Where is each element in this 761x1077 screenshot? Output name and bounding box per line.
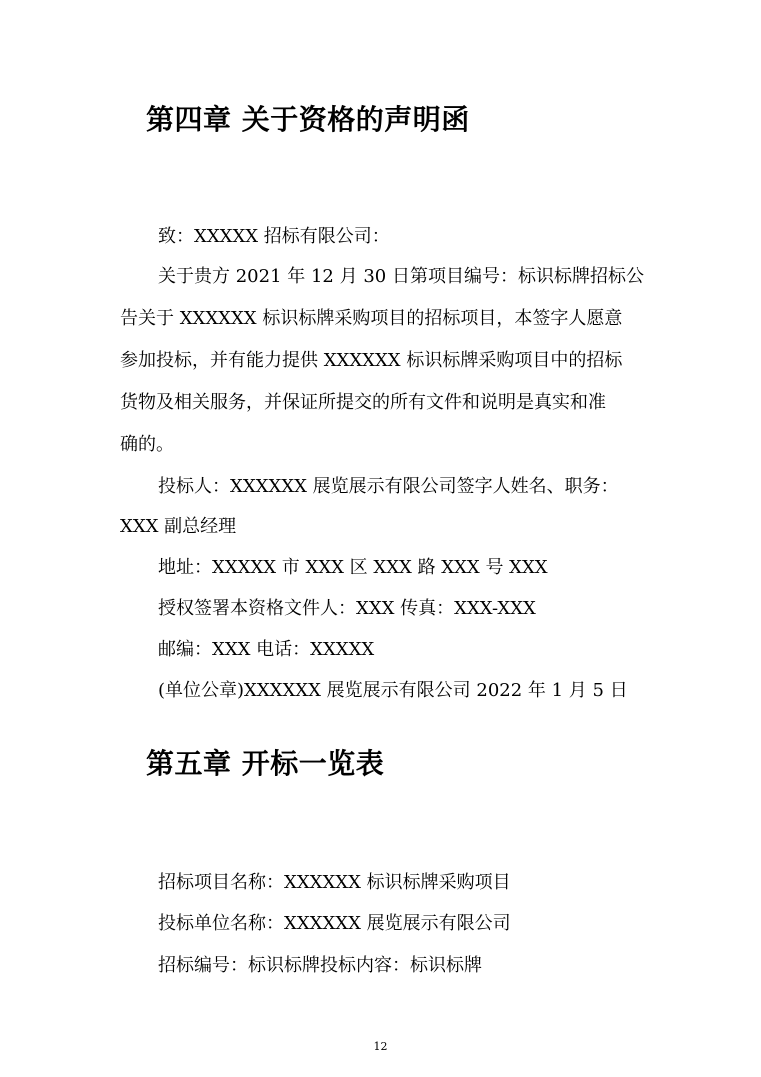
paragraph-line: 告关于 XXXXXX 标识标牌采购项目的招标项目，本签字人愿意	[120, 308, 623, 329]
postcode-phone-line: 邮编：XXX 电话：XXXXX	[158, 639, 375, 660]
salutation: 致：XXXXX 招标有限公司：	[158, 226, 390, 247]
authorized-signer-line: 授权签署本资格文件人：XXX 传真：XXX-XXX	[158, 598, 536, 619]
chapter-5-title: 第五章 开标一览表	[146, 747, 385, 780]
signatory-title: XXX 副总经理	[120, 516, 237, 537]
paragraph-line: 确的。	[120, 434, 174, 455]
page-number: 12	[373, 1040, 388, 1053]
paragraph-line: 货物及相关服务，并保证所提交的所有文件和说明是真实和准	[120, 392, 606, 413]
project-name-line: 招标项目名称：XXXXXX 标识标牌采购项目	[158, 872, 511, 893]
chapter-4-title: 第四章 关于资格的声明函	[146, 103, 470, 136]
bidder-unit-line: 投标单位名称：XXXXXX 展览展示有限公司	[158, 913, 511, 934]
address-line: 地址：XXXXX 市 XXX 区 XXX 路 XXX 号 XXX	[158, 557, 548, 578]
paragraph-line: 关于贵方 2021 年 12 月 30 日第项目编号：标识标牌招标公	[158, 266, 644, 287]
paragraph-line: 参加投标，并有能力提供 XXXXXX 标识标牌采购项目中的招标	[120, 350, 623, 371]
bidder-line: 投标人：XXXXXX 展览展示有限公司签字人姓名、职务：	[158, 476, 619, 497]
seal-date-line: (单位公章)XXXXXX 展览展示有限公司 2022 年 1 月 5 日	[158, 680, 628, 701]
tender-code-line: 招标编号：标识标牌投标内容：标识标牌	[158, 955, 482, 976]
